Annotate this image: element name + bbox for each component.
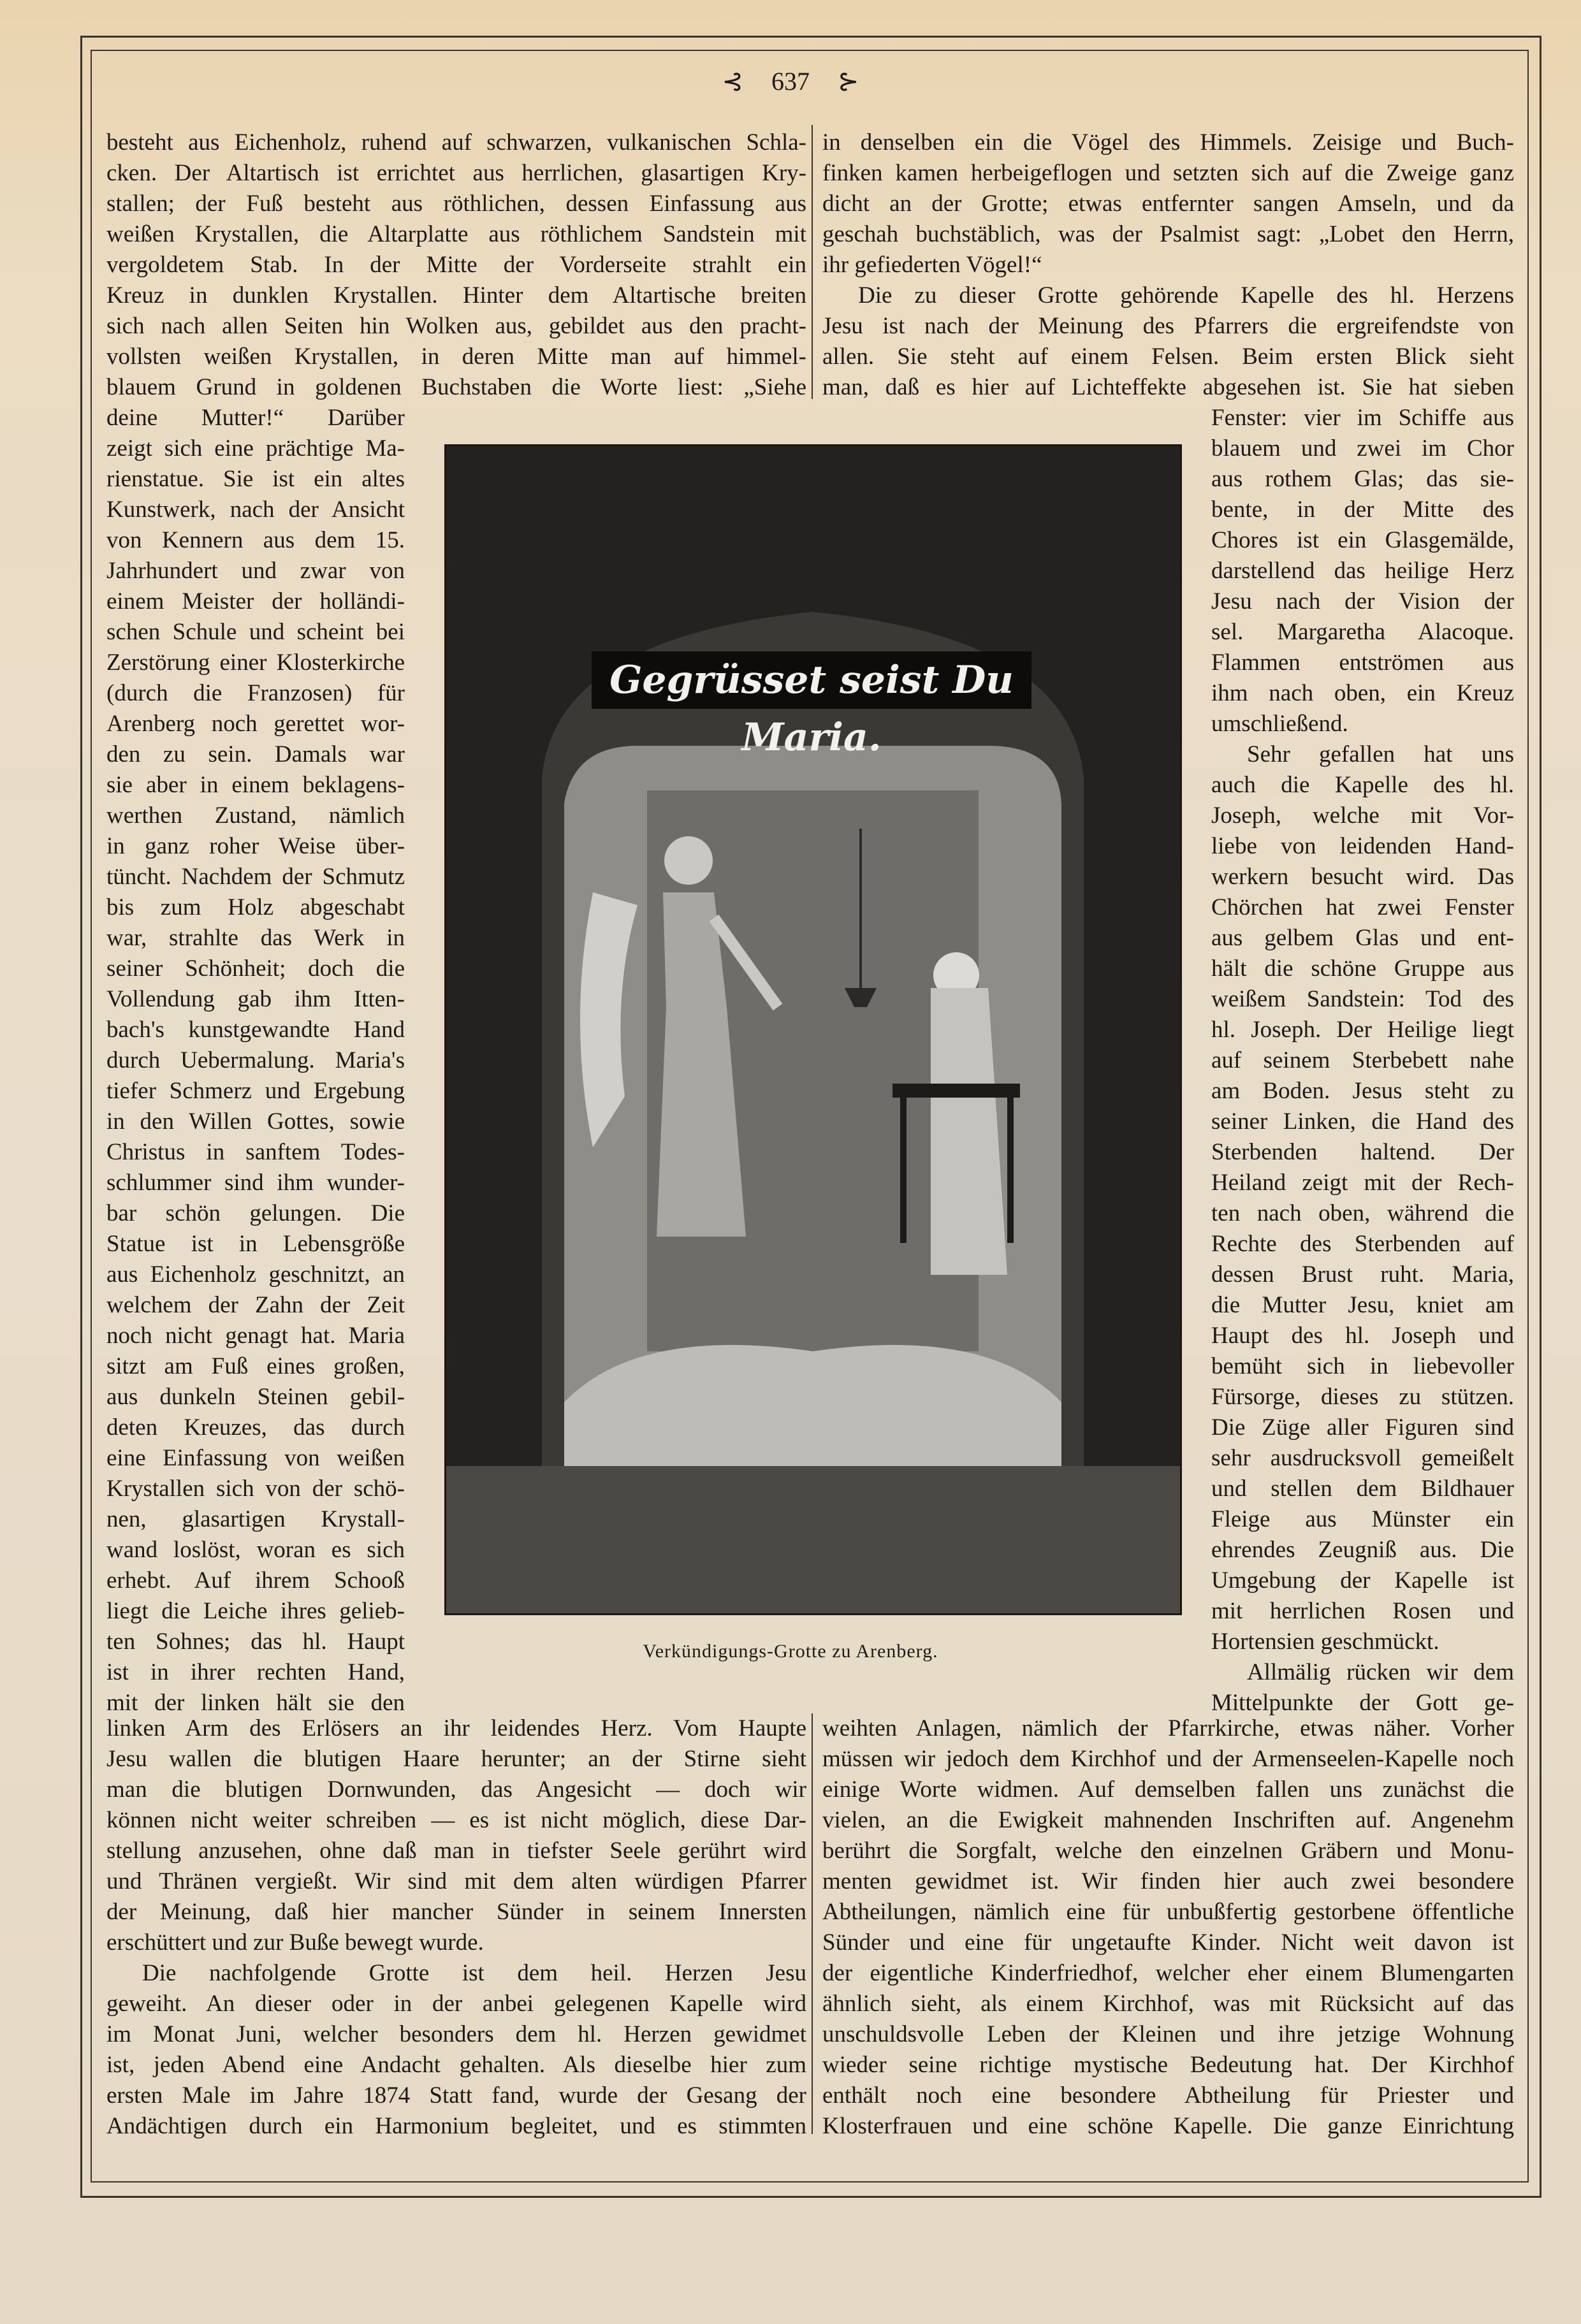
text-line: war, strahlte das Werk in — [106, 925, 405, 951]
text-line: bis zum Holz abgeschabt — [106, 894, 405, 920]
text-line: cken. Der Altartisch ist errichtet aus herrlichen, glasartigen Kry- — [106, 160, 806, 186]
text-line: am Boden. Jesus steht zu — [1211, 1078, 1514, 1104]
text-line: der Meinung, daß hier mancher Sünder in seinem Innersten — [106, 1899, 806, 1925]
text-line: Krystallen sich von der schö- — [106, 1476, 405, 1502]
text-line: weißen Krystallen, die Altarplatte aus röthlichem Sandstein mit — [106, 221, 806, 247]
text-line: hl. Joseph. Der Heilige liegt — [1211, 1017, 1514, 1043]
text-line: Statue ist in Lebensgröße — [106, 1231, 405, 1257]
text-line: blauem Grund in goldenen Buchstaben die Worte liest: „Siehe — [106, 374, 806, 400]
text-line: ersten Male im Jahre 1874 Statt fand, wurde der Gesang der — [106, 2082, 806, 2109]
text-line: im Monat Juni, welcher besonders dem hl. Herzen gewidmet — [106, 2021, 806, 2047]
text-line: Die Züge aller Figuren sind — [1211, 1414, 1514, 1441]
text-line: Heiland zeigt mit der Rech- — [1211, 1170, 1514, 1196]
text-line: Sehr gefallen hat uns — [1247, 741, 1514, 767]
text-line: durch Uebermalung. Maria's — [106, 1047, 405, 1073]
ornament-left-icon: ⊰ — [722, 67, 743, 96]
text-line: geweiht. An dieser oder in der anbei gelegenen Kapelle wird — [106, 1991, 806, 2017]
text-line: ihr gefiederten Vögel!“ — [822, 252, 1042, 278]
text-line: deten Kreuzes, das durch — [106, 1414, 405, 1441]
text-line: man, daß es hier auf Lichteffekte abgesehen ist. Sie hat sieben — [822, 374, 1514, 400]
text-line: hält die schöne Gruppe aus — [1211, 955, 1514, 982]
text-line: in ganz roher Weise über- — [106, 833, 405, 859]
text-line: deine Mutter!“ Darüber — [106, 405, 405, 431]
text-line: liegt die Leiche ihres gelieb- — [106, 1598, 405, 1624]
page-header — [0, 66, 1581, 96]
text-line: ist in ihrer rechten Hand, — [106, 1659, 405, 1685]
text-line: schen Schule und scheint bei — [106, 619, 405, 645]
text-line: stallen; der Fuß besteht aus röthlichen, dessen Einfassung aus — [106, 191, 806, 217]
text-line: in denselben ein die Vögel des Himmels. Zeisige und Buch- — [822, 129, 1514, 156]
text-line: vergoldetem Stab. In der Mitte der Vorderseite strahlt ein — [106, 252, 806, 278]
text-line: Hortensien geschmückt. — [1211, 1629, 1439, 1655]
text-line: Andächtigen durch ein Harmonium begleitet, und es stimmten — [106, 2113, 806, 2139]
text-line: aus gelbem Glas und ent- — [1211, 925, 1514, 951]
text-line: Chörchen hat zwei Fenster — [1211, 894, 1514, 920]
text-line: erhebt. Auf ihrem Schooß — [106, 1567, 405, 1594]
text-line: Flammen entströmen aus — [1211, 650, 1514, 676]
text-line: menten gewidmet ist. Wir finden hier auch zwei besondere — [822, 1868, 1514, 1894]
text-line: welchem der Zahn der Zeit — [106, 1292, 405, 1318]
text-line: weihten Anlagen, nämlich der Pfarrkirche, etwas näher. Vorher — [822, 1715, 1514, 1741]
grotto-illustration — [444, 444, 1182, 1615]
text-line: darstellend das heilige Herz — [1211, 558, 1514, 584]
text-line: wieder seine richtige mystische Bedeutung hat. Der Kirchhof — [822, 2052, 1514, 2078]
text-line: blauem und zwei im Chor — [1211, 435, 1514, 461]
text-line: sehr ausdrucksvoll gemeißelt — [1211, 1445, 1514, 1471]
text-line: Allmälig rücken wir dem — [1247, 1659, 1514, 1685]
text-line: sich nach allen Seiten hin Wolken aus, gebildet aus den pracht- — [106, 313, 806, 339]
text-line: finken kamen herbeigeflogen und setzten sich auf die Zweige ganz — [822, 160, 1514, 186]
text-line: Jesu ist nach der Meinung des Pfarrers die ergreifendste von — [822, 313, 1514, 339]
text-line: werkern besucht wird. Das — [1211, 864, 1514, 890]
text-line: dicht an der Grotte; etwas entfernter sangen Amseln, und da — [822, 191, 1514, 217]
text-line: auf seinem Sterbebett nahe — [1211, 1047, 1514, 1073]
text-line: besteht aus Eichenholz, ruhend auf schwarzen, vulkanischen Schla- — [106, 129, 806, 156]
text-line: nen, glasartigen Krystall- — [106, 1506, 405, 1532]
text-line: ist, jeden Abend eine Andacht gehalten. Als dieselbe hier zum — [106, 2052, 806, 2078]
column-divider-bottom — [812, 1713, 813, 2134]
text-line: den zu sein. Damals war — [106, 741, 405, 767]
text-line: bach's kunstgewandte Hand — [106, 1017, 405, 1043]
page-number: 637 — [771, 67, 810, 96]
text-line: bar schön gelungen. Die — [106, 1200, 405, 1226]
text-line: noch nicht genagt hat. Maria — [106, 1323, 405, 1349]
text-line: einem Meister der holländi- — [106, 588, 405, 614]
text-line: ehrendes Zeugniß aus. Die — [1211, 1537, 1514, 1563]
figure-caption: Verkündigungs-Grotte zu Arenberg. — [643, 1641, 938, 1662]
text-line: Abtheilungen, nämlich eine für unbußfertig gestorbene öffentliche — [822, 1899, 1514, 1925]
text-line: ten nach oben, während die — [1211, 1200, 1514, 1226]
text-line: erschüttert und zur Buße bewegt wurde. — [106, 1929, 484, 1956]
text-line: mit der linken hält sie den — [106, 1690, 405, 1716]
text-line: tüncht. Nachdem der Schmutz — [106, 864, 405, 890]
text-line: vollsten weißen Krystallen, in deren Mitte man auf himmel- — [106, 344, 806, 370]
text-line: Die nachfolgende Grotte ist dem heil. Herzen Jesu — [142, 1960, 806, 1986]
text-line: zeigt sich eine prächtige Ma- — [106, 435, 405, 461]
left-column-top-text — [106, 127, 806, 403]
text-line: Die zu dieser Grotte gehörende Kapelle des hl. Herzens — [858, 282, 1514, 309]
text-line: Mittelpunkte der Gott ge- — [1211, 1690, 1514, 1716]
text-line: unschuldsvolle Leben der Kleinen und ihre jetzige Wohnung — [822, 2021, 1514, 2047]
text-line: aus dunkeln Steinen gebil- — [106, 1384, 405, 1410]
text-line: von Kennern aus dem 15. — [106, 527, 405, 553]
text-line: und stellen dem Bildhauer — [1211, 1476, 1514, 1502]
text-line: (durch die Franzosen) für — [106, 680, 405, 706]
left-narrow-column-text — [106, 403, 405, 1718]
text-line: Rechte des Sterbenden auf — [1211, 1231, 1514, 1257]
text-line: umschließend. — [1211, 711, 1348, 737]
text-line: wand loslöst, woran es sich — [106, 1537, 405, 1563]
right-narrow-column-text — [1211, 403, 1514, 1718]
text-line: eine Einfassung von weißen — [106, 1445, 405, 1471]
text-line: vielen, an die Ewigkeit mahnenden Inschriften auf. Angenehm — [822, 1807, 1514, 1833]
text-line: ihm nach oben, ein Kreuz — [1211, 680, 1514, 706]
text-line: Kreuz in dunklen Krystallen. Hinter dem Altartische breiten — [106, 282, 806, 309]
text-line: in den Willen Gottes, sowie — [106, 1108, 405, 1135]
text-line: Arenberg noch gerettet wor- — [106, 711, 405, 737]
text-line: bemüht sich in liebevoller — [1211, 1353, 1514, 1379]
text-line: müssen wir jedoch dem Kirchhof und der Armenseelen-Kapelle noch — [822, 1746, 1514, 1772]
right-column-bottom-text — [822, 1713, 1514, 2142]
text-line: und Thränen vergießt. Wir sind mit dem alten würdigen Pfarrer — [106, 1868, 806, 1894]
text-line: stellung anzusehen, ohne daß man in tiefster Seele gerührt wird — [106, 1838, 806, 1864]
text-line: tiefer Schmerz und Ergebung — [106, 1078, 405, 1104]
text-line: sie aber in einem beklagens- — [106, 772, 405, 798]
text-line: aus rothem Glas; das sie- — [1211, 466, 1514, 492]
right-column-top-text — [822, 127, 1514, 403]
text-line: schlummer sind ihm wunder- — [106, 1170, 405, 1196]
text-line: liebe von leidenden Hand- — [1211, 833, 1514, 859]
text-line: Joseph, welche mit Vor- — [1211, 803, 1514, 829]
text-line: Haupt des hl. Joseph und — [1211, 1323, 1514, 1349]
text-line: die Mutter Jesu, kniet am — [1211, 1292, 1514, 1318]
text-line: rienstatue. Sie ist ein altes — [106, 466, 405, 492]
text-line: Fürsorge, dieses zu stützen. — [1211, 1384, 1514, 1410]
text-line: enthält noch eine besondere Abtheilung für Priester und — [822, 2082, 1514, 2109]
text-line: Christus in sanftem Todes- — [106, 1139, 405, 1165]
text-line: mit herrlichen Rosen und — [1211, 1598, 1514, 1624]
text-line: linken Arm des Erlösers an ihr leidendes Herz. Vom Haupte — [106, 1715, 806, 1741]
text-line: einige Worte widmen. Auf demselben fallen uns zunächst die — [822, 1776, 1514, 1803]
text-line: Jesu wallen die blutigen Haare herunter; an der Stirne sieht — [106, 1746, 806, 1772]
grotto-engraving — [446, 446, 1180, 1613]
text-line: Vollendung gab ihm Itten- — [106, 986, 405, 1012]
text-line: allen. Sie steht auf einem Felsen. Beim ersten Blick sieht — [822, 344, 1514, 370]
text-line: Umgebung der Kapelle ist — [1211, 1567, 1514, 1594]
text-line: ten Sohnes; das hl. Haupt — [106, 1629, 405, 1655]
text-line: können nicht weiter schreiben — es ist nicht möglich, diese Dar- — [106, 1807, 806, 1833]
text-line: dessen Brust ruht. Maria, — [1211, 1261, 1514, 1288]
left-column-bottom-text — [106, 1713, 806, 2142]
column-divider-top — [812, 125, 813, 399]
text-line: Jesu nach der Vision der — [1211, 588, 1514, 614]
text-line: berührt die Sorgfalt, welche den einzelnen Gräbern und Monu- — [822, 1838, 1514, 1864]
text-line: der eigentliche Kinderfriedhof, welcher eher einem Blumengarten — [822, 1960, 1514, 1986]
text-line: geschah buchstäblich, was der Psalmist sagt: „Lobet den Herrn, — [822, 221, 1514, 247]
text-line: Klosterfrauen und eine schöne Kapelle. Die ganze Einrichtung — [822, 2113, 1514, 2139]
text-line: man die blutigen Dornwunden, das Angesicht — doch wir — [106, 1776, 806, 1803]
ornament-right-icon: ⊱ — [838, 67, 859, 96]
text-line: bente, in der Mitte des — [1211, 497, 1514, 523]
text-line: seiner Linken, die Hand des — [1211, 1108, 1514, 1135]
text-line: seiner Schönheit; doch die — [106, 955, 405, 982]
text-line: sel. Margaretha Alacoque. — [1211, 619, 1514, 645]
text-line: aus Eichenholz geschnitzt, an — [106, 1261, 405, 1288]
text-line: Sünder und eine für ungetaufte Kinder. Nicht weit davon ist — [822, 1929, 1514, 1956]
banner-inscription: Gegrüsset seist Du Maria. — [592, 651, 1031, 709]
text-line: Jahrhundert und zwar von — [106, 558, 405, 584]
text-line: auch die Kapelle des hl. — [1211, 772, 1514, 798]
text-line: Kunstwerk, nach der Ansicht — [106, 497, 405, 523]
text-line: werthen Zustand, nämlich — [106, 803, 405, 829]
text-line: ähnlich sieht, als einem Kirchhof, was mit Rücksicht auf das — [822, 1991, 1514, 2017]
text-line: Chores ist ein Glasgemälde, — [1211, 527, 1514, 553]
text-line: sitzt am Fuß eines großen, — [106, 1353, 405, 1379]
text-line: weißem Sandstein: Tod des — [1211, 986, 1514, 1012]
text-line: Fleige aus Münster ein — [1211, 1506, 1514, 1532]
text-line: Zerstörung einer Klosterkirche — [106, 650, 405, 676]
text-line: Fenster: vier im Schiffe aus — [1211, 405, 1514, 431]
text-line: Sterbenden haltend. Der — [1211, 1139, 1514, 1165]
